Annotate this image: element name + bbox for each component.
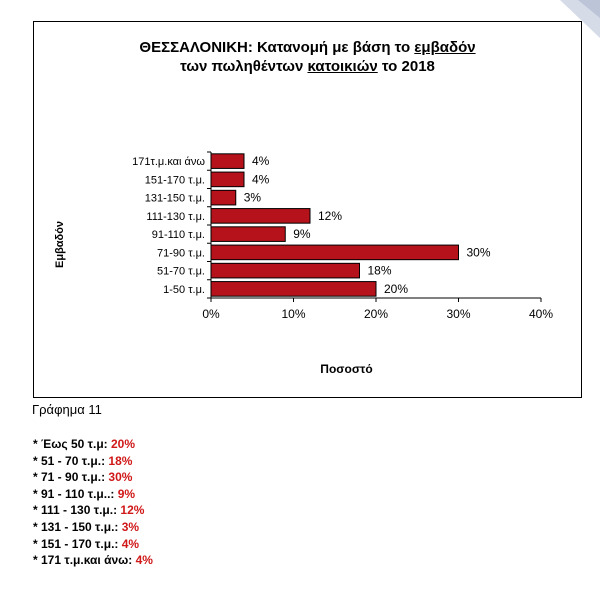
value-label: 18% [367,263,392,278]
summary-item-value: 3% [121,519,140,534]
bar [211,172,244,187]
summary-item [33,519,153,536]
summary-item [33,436,153,453]
value-label: 4% [252,154,270,169]
chart-caption: Γράφημα 11 [32,402,102,417]
chart-frame [33,21,582,398]
value-label: 20% [384,281,409,296]
bar [211,190,236,205]
chart-title: ΘΕΣΣΑΛΟΝΙΚΗ: Κατανομή με βάση το εμβαδόν των πωληθέντων κατοικιών το 2018 [139,39,476,75]
summary-list [33,436,153,569]
summary-item-value: 9% [117,486,136,501]
category-label: 71-90 τ.μ. [157,247,205,260]
value-label: 12% [318,208,343,223]
summary-item-label: * 91 - 110 τ.μ..: [33,486,118,501]
value-label: 9% [293,227,311,242]
summary-item-value: 18% [108,453,133,468]
bar [211,245,459,260]
summary-item-label: * 151 - 170 τ.μ.: [33,536,122,551]
y-axis-label: Εμβαδόν [54,220,66,268]
value-label: 4% [252,172,270,187]
summary-item-value: 4% [135,553,153,568]
summary-item-label: * 71 - 90 τ.μ.: [33,470,109,485]
x-axis-label: Ποσοστό [320,362,373,376]
category-label: 1-50 τ.μ. [163,283,205,296]
bar [211,209,310,224]
summary-item-value: 20% [111,437,136,451]
x-tick-label: 10% [281,307,306,321]
summary-item-value: 12% [120,503,145,518]
bar [211,227,285,242]
value-label: 30% [466,245,491,260]
summary-item-label: * 51 - 70 τ.μ.: [33,453,109,468]
category-label: 111-130 τ.μ. [146,210,205,223]
summary-item [33,486,153,503]
category-label: 171τ.μ.και άνω [132,156,205,169]
summary-item-label: * 131 - 150 τ.μ.: [33,519,122,534]
summary-item [33,552,153,569]
x-tick-label: 40% [528,307,554,321]
bar [211,263,360,278]
bar [211,282,376,297]
summary-item-label: * Έως 50 τ.μ: [33,437,111,451]
category-label: 131-150 τ.μ. [144,192,205,205]
x-tick-label: 30% [446,307,471,321]
x-tick-label: 0% [202,307,220,321]
summary-item-value: 30% [108,470,133,485]
category-label: 51-70 τ.μ. [157,265,205,278]
bar-chart [34,22,581,397]
category-label: 91-110 τ.μ. [151,229,205,242]
x-tick-label: 20% [363,307,389,321]
summary-item [33,469,153,486]
summary-item [33,453,153,470]
summary-item-value: 4% [121,536,140,551]
category-label: 151-170 τ.μ. [144,174,205,187]
summary-item [33,502,153,519]
bar [211,154,244,169]
summary-item-label: * 111 - 130 τ.μ.: [33,503,121,518]
summary-item-label: * 171 τ.μ.και άνω: [33,553,136,568]
value-label: 3% [243,190,262,205]
summary-item [33,536,153,553]
